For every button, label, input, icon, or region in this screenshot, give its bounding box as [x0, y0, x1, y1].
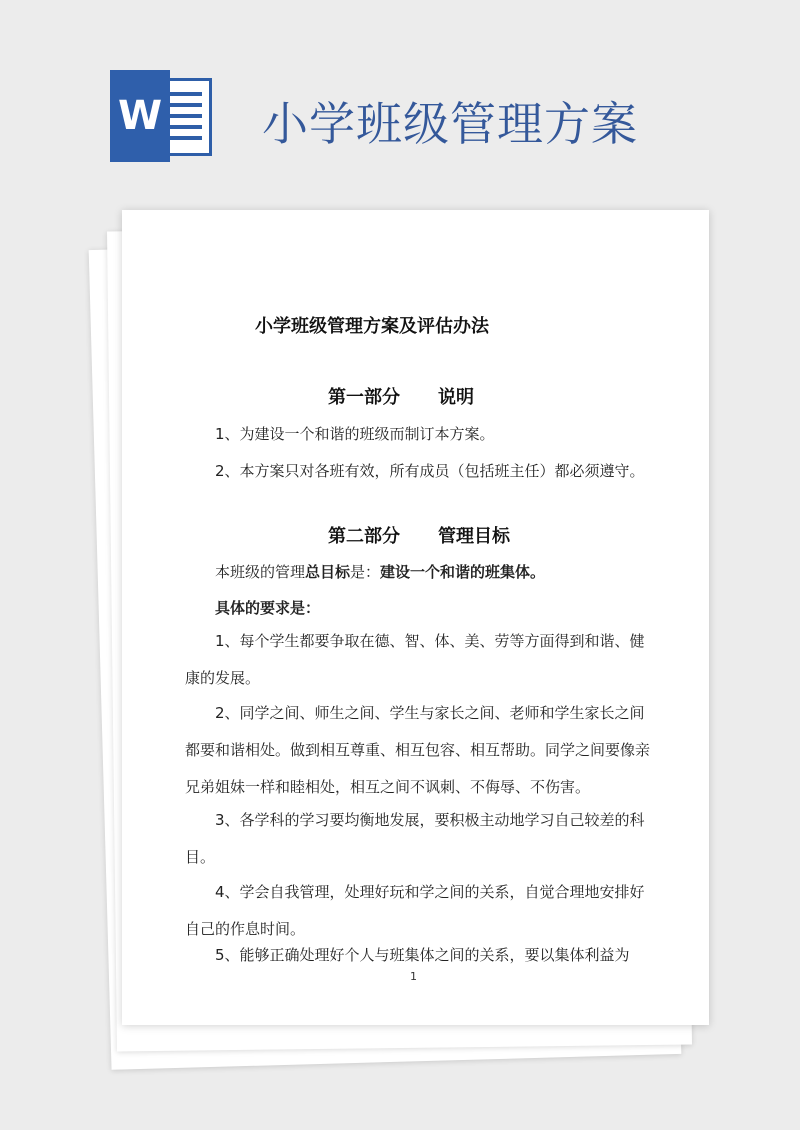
list-item: 5、能够正确处理好个人与班集体之间的关系，要以集体利益为 [215, 946, 630, 964]
list-item: 3、各学科的学习要均衡地发展，要积极主动地学习自己较差的科目。 [185, 811, 645, 866]
goal-paragraph: 本班级的管理总目标是：建设一个和谐的班集体。 [215, 563, 546, 581]
section-name: 说明 [438, 387, 474, 408]
list-item: 2、本方案只对各班有效，所有成员（包括班主任）都必须遵守。 [215, 462, 645, 480]
list-item: 4、学会自我管理，处理好玩和学之间的关系，自觉合理地安排好自己的作息时间。 [185, 883, 645, 938]
section-heading-part1 [328, 383, 474, 409]
section-heading-part2 [328, 522, 510, 548]
section-number: 第二部分 [328, 526, 400, 547]
document-title: 小学班级管理方案及评估办法 [255, 316, 489, 337]
section-name: 管理目标 [438, 526, 510, 547]
document-page [122, 210, 709, 1025]
list-item: 1、为建设一个和谐的班级而制订本方案。 [215, 425, 495, 443]
app-title: 小学班级管理方案 [262, 97, 638, 151]
section-number: 第一部分 [328, 387, 400, 408]
list-item: 2、同学之间、师生之间、学生与家长之间、老师和学生家长之间都要和谐相处。做到相互尊重、相互包容、相互帮助。同学之间要像亲兄弟姐妹一样和睦相处，相互之间不讽刺、不侮辱、不伤害。 [185, 704, 651, 796]
word-icon [110, 70, 216, 162]
requirements-heading: 具体的要求是： [215, 599, 321, 617]
list-item: 1、每个学生都要争取在德、智、体、美、劳等方面得到和谐、健康的发展。 [185, 632, 645, 687]
header [0, 0, 800, 200]
word-letter: W [110, 70, 170, 162]
page-number: 1 [410, 970, 417, 983]
